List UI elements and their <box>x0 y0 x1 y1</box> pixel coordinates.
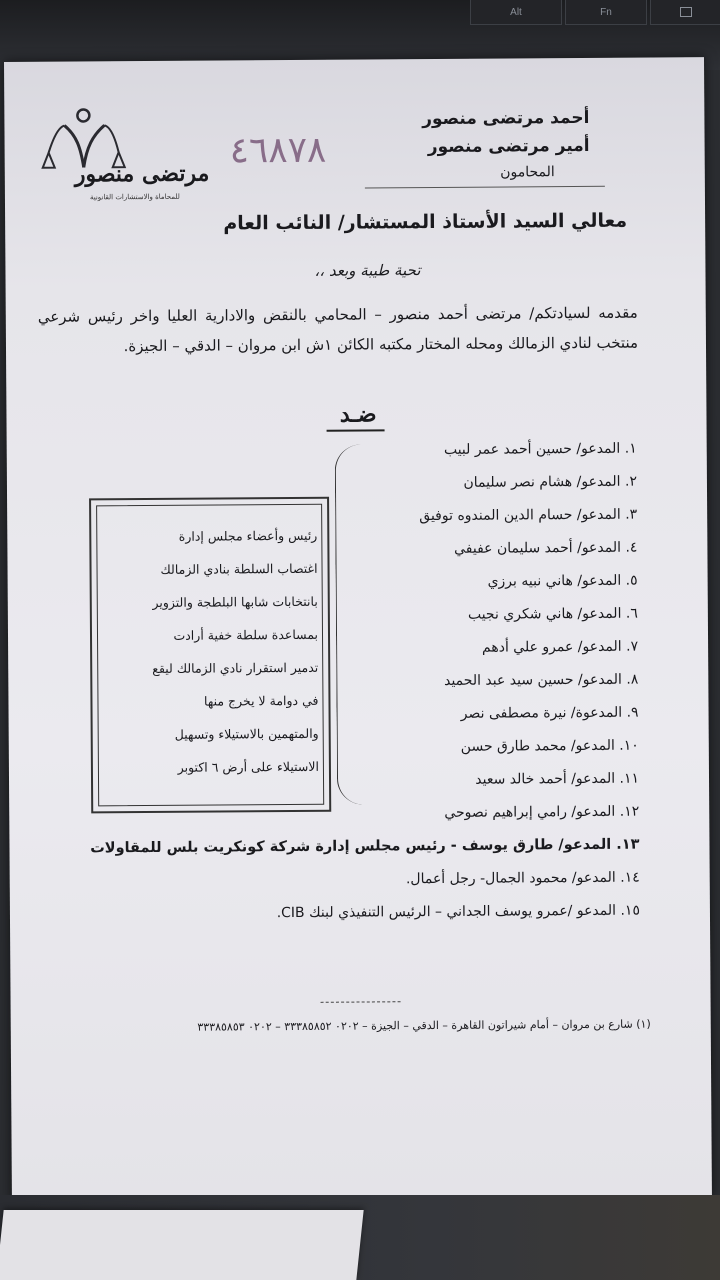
defendant-item: ٢. المدعو/ هشام نصر سليمان <box>463 473 638 491</box>
note-box <box>89 497 331 814</box>
fn-key <box>565 0 647 25</box>
note-line: بمساعدة سلطة خفية أرادت <box>173 626 319 643</box>
alt-key-label: Alt <box>510 6 522 18</box>
greeting: تحية طيبة وبعد ،، <box>314 261 421 280</box>
defendant-item: ٧. المدعو/ عمرو علي أدهم <box>481 638 639 656</box>
logo-text: مرتضى منصور <box>74 160 210 188</box>
note-line: والمتهمين بالاستيلاء وتسهيل <box>174 725 319 742</box>
defendant-item: ١٣. المدعو/ طارق يوسف - رئيس مجلس إدارة شركة كونكريت بلس للمقاولات <box>90 836 640 857</box>
note-line: تدمير استقرار نادي الزمالك ليقع <box>152 659 319 676</box>
defendant-item: ٥. المدعو/ هاني نبيه برزي <box>487 572 638 590</box>
defendant-item: ١٠. المدعو/ محمد طارق حسن <box>460 737 639 755</box>
footer-address: (١) شارع بن مروان – أمام شيراتون القاهرة – الدقي – الجيزة – ٠٢٠٢ ٣٣٣٨٥٨٥٢ – ٠٢٠٢ ٣٣٣٨٥٨٥٣ <box>197 1017 651 1034</box>
grouping-brace <box>335 445 365 805</box>
note-line: بانتخابات شابها البلطجة والتزوير <box>152 593 318 610</box>
note-line: في دوامة لا يخرج منها <box>203 692 319 709</box>
lawyer-name-1: أحمد مرتضى منصور <box>422 107 590 130</box>
defendant-item: ٨. المدعو/ حسين سيد عبد الحميد <box>444 671 639 689</box>
defendant-item: ٩. المدعوة/ نيرة مصطفى نصر <box>460 704 639 722</box>
note-box-text <box>107 519 319 784</box>
defendant-item: ٤. المدعو/ أحمد سليمان عفيفي <box>454 539 638 557</box>
defendant-item: ١٢. المدعو/ رامي إبراهيم نصوحي <box>444 803 640 821</box>
window-key <box>650 0 720 25</box>
addressee: معالي السيد الأستاذ المستشار/ النائب العام <box>223 209 628 235</box>
against-underline <box>327 429 385 431</box>
letter-paper <box>4 57 712 1202</box>
against-heading: ضـد <box>339 401 377 428</box>
header-divider <box>365 186 605 189</box>
defendant-item: ٦. المدعو/ هاني شكري نجيب <box>467 605 638 623</box>
alt-key <box>470 0 562 25</box>
lawyer-name-2: أمير مرتضى منصور <box>427 135 590 158</box>
lawyer-title: المحامون <box>500 164 555 181</box>
logo-subtitle: للمحاماة والاستشارات القانونية <box>89 192 180 202</box>
fabric-foreground <box>0 1210 364 1280</box>
window-icon <box>680 7 692 17</box>
fn-key-label: Fn <box>600 6 612 18</box>
note-line: اغتصاب السلطة بنادي الزمالك <box>160 560 318 577</box>
defendant-item: ١. المدعو/ حسين أحمد عمر لبيب <box>443 440 637 458</box>
intro-paragraph: مقدمه لسيادتكم/ مرتضى أحمد منصور – المحامي بالنقض والادارية العليا واخر رئيس شرعي منتخب لنادي الزمالك ومحله المختار مكتبه الكائن ١ش ابن مروان – الدقي – الجيزة. <box>37 303 639 356</box>
defendant-item: ٣. المدعو/ حسام الدين المندوه توفيق <box>419 506 638 525</box>
note-line: رئيس وأعضاء مجلس إدارة <box>178 527 318 544</box>
footer-divider <box>321 1001 401 1003</box>
handwritten-reference-number: ٤٦٨٧٨ <box>229 129 327 172</box>
defendant-item: ١١. المدعو/ أحمد خالد سعيد <box>475 770 640 788</box>
note-line: الاستيلاء على أرض ٦ اكتوبر <box>177 758 319 775</box>
defendant-item: ١٤. المدعو/ محمود الجمال- رجل أعمال. <box>405 869 640 888</box>
defendant-item: ١٥. المدعو /عمرو يوسف الجداني – الرئيس التنفيذي لبنك CIB. <box>276 902 640 922</box>
